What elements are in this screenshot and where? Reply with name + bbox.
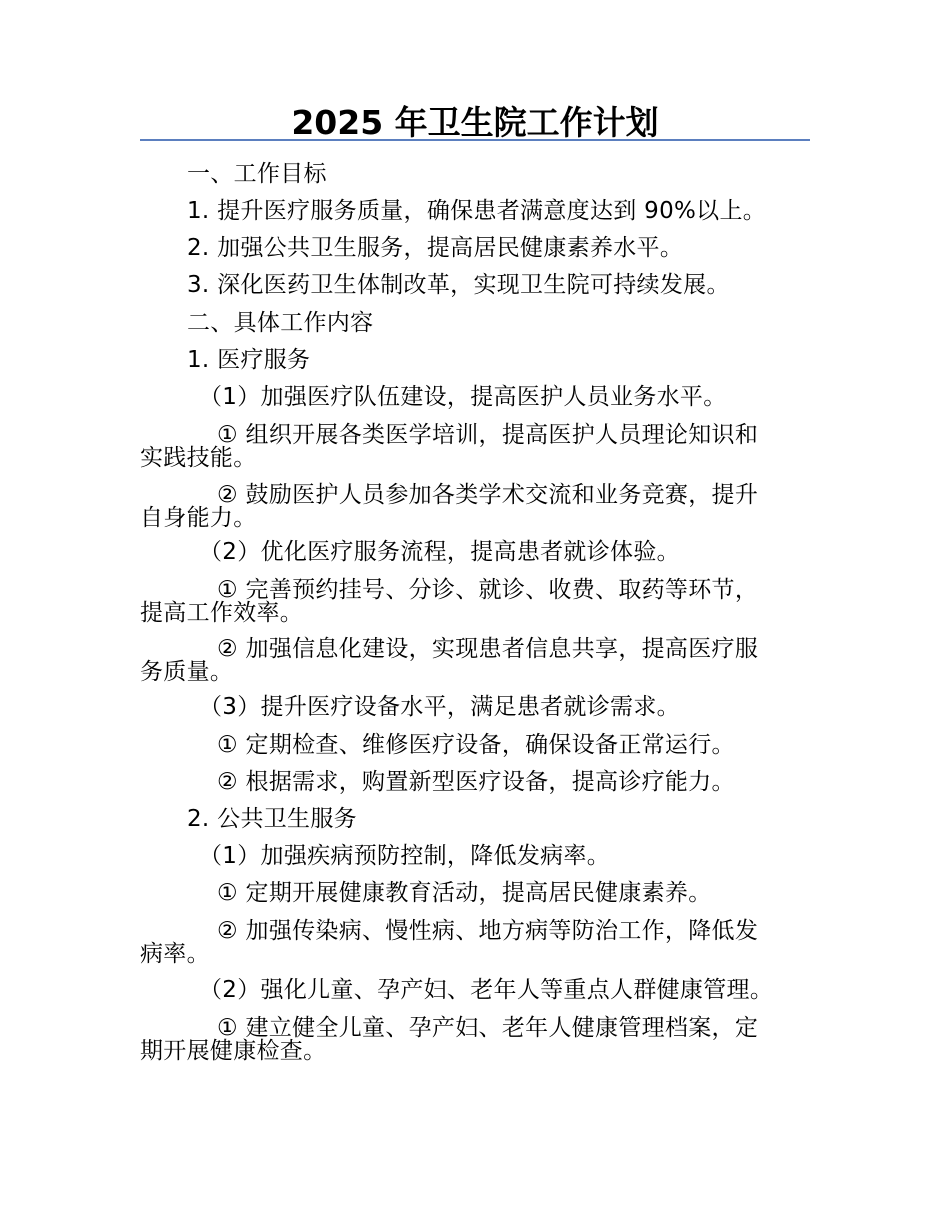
subsection-heading: 2. 公共卫生服务	[187, 806, 357, 832]
list-item-continuation: 务质量。	[140, 659, 234, 685]
goal-item: 2. 加强公共卫生服务，提高居民健康素养水平。	[187, 235, 684, 261]
subsection-heading: 1. 医疗服务	[187, 347, 311, 373]
list-item: ② 加强传染病、慢性病、地方病等防治工作，降低发	[217, 918, 759, 944]
list-item: （3）提升医疗设备水平，满足患者就诊需求。	[199, 694, 680, 720]
list-item: （2）强化儿童、孕产妇、老年人等重点人群健康管理。	[199, 977, 774, 1003]
list-item: （1）加强医疗队伍建设，提高医护人员业务水平。	[199, 384, 727, 410]
list-item: （2）优化医疗服务流程，提高患者就诊体验。	[199, 539, 680, 565]
list-item: ② 根据需求，购置新型医疗设备，提高诊疗能力。	[217, 769, 735, 795]
list-item-continuation: 期开展健康检查。	[140, 1038, 327, 1064]
list-item: ① 完善预约挂号、分诊、就诊、收费、取药等环节，	[217, 577, 759, 603]
section-heading: 二、具体工作内容	[187, 310, 374, 336]
list-item: ② 鼓励医护人员参加各类学术交流和业务竞赛，提升	[217, 482, 759, 508]
list-item-continuation: 实践技能。	[140, 445, 257, 471]
goal-item: 1. 提升医疗服务质量，确保患者满意度达到 90%以上。	[187, 198, 767, 224]
list-item: ② 加强信息化建设，实现患者信息共享，提高医疗服	[217, 636, 759, 662]
list-item-continuation: 提高工作效率。	[140, 600, 304, 626]
list-item: ① 组织开展各类医学培训，提高医护人员理论知识和	[217, 422, 759, 448]
list-item: ① 定期开展健康教育活动，提高居民健康素养。	[217, 880, 712, 906]
list-item: （1）加强疾病预防控制，降低发病率。	[199, 843, 611, 869]
list-item-continuation: 病率。	[140, 941, 210, 967]
list-item: ① 定期检查、维修医疗设备，确保设备正常运行。	[217, 732, 735, 758]
section-heading: 一、工作目标	[187, 161, 327, 187]
list-item: ① 建立健全儿童、孕产妇、老年人健康管理档案，定	[217, 1015, 759, 1041]
document-title: 2025 年卫生院工作计划	[291, 103, 659, 142]
goal-item: 3. 深化医药卫生体制改革，实现卫生院可持续发展。	[187, 272, 730, 298]
title-underline	[140, 139, 810, 141]
list-item-continuation: 自身能力。	[140, 505, 257, 531]
